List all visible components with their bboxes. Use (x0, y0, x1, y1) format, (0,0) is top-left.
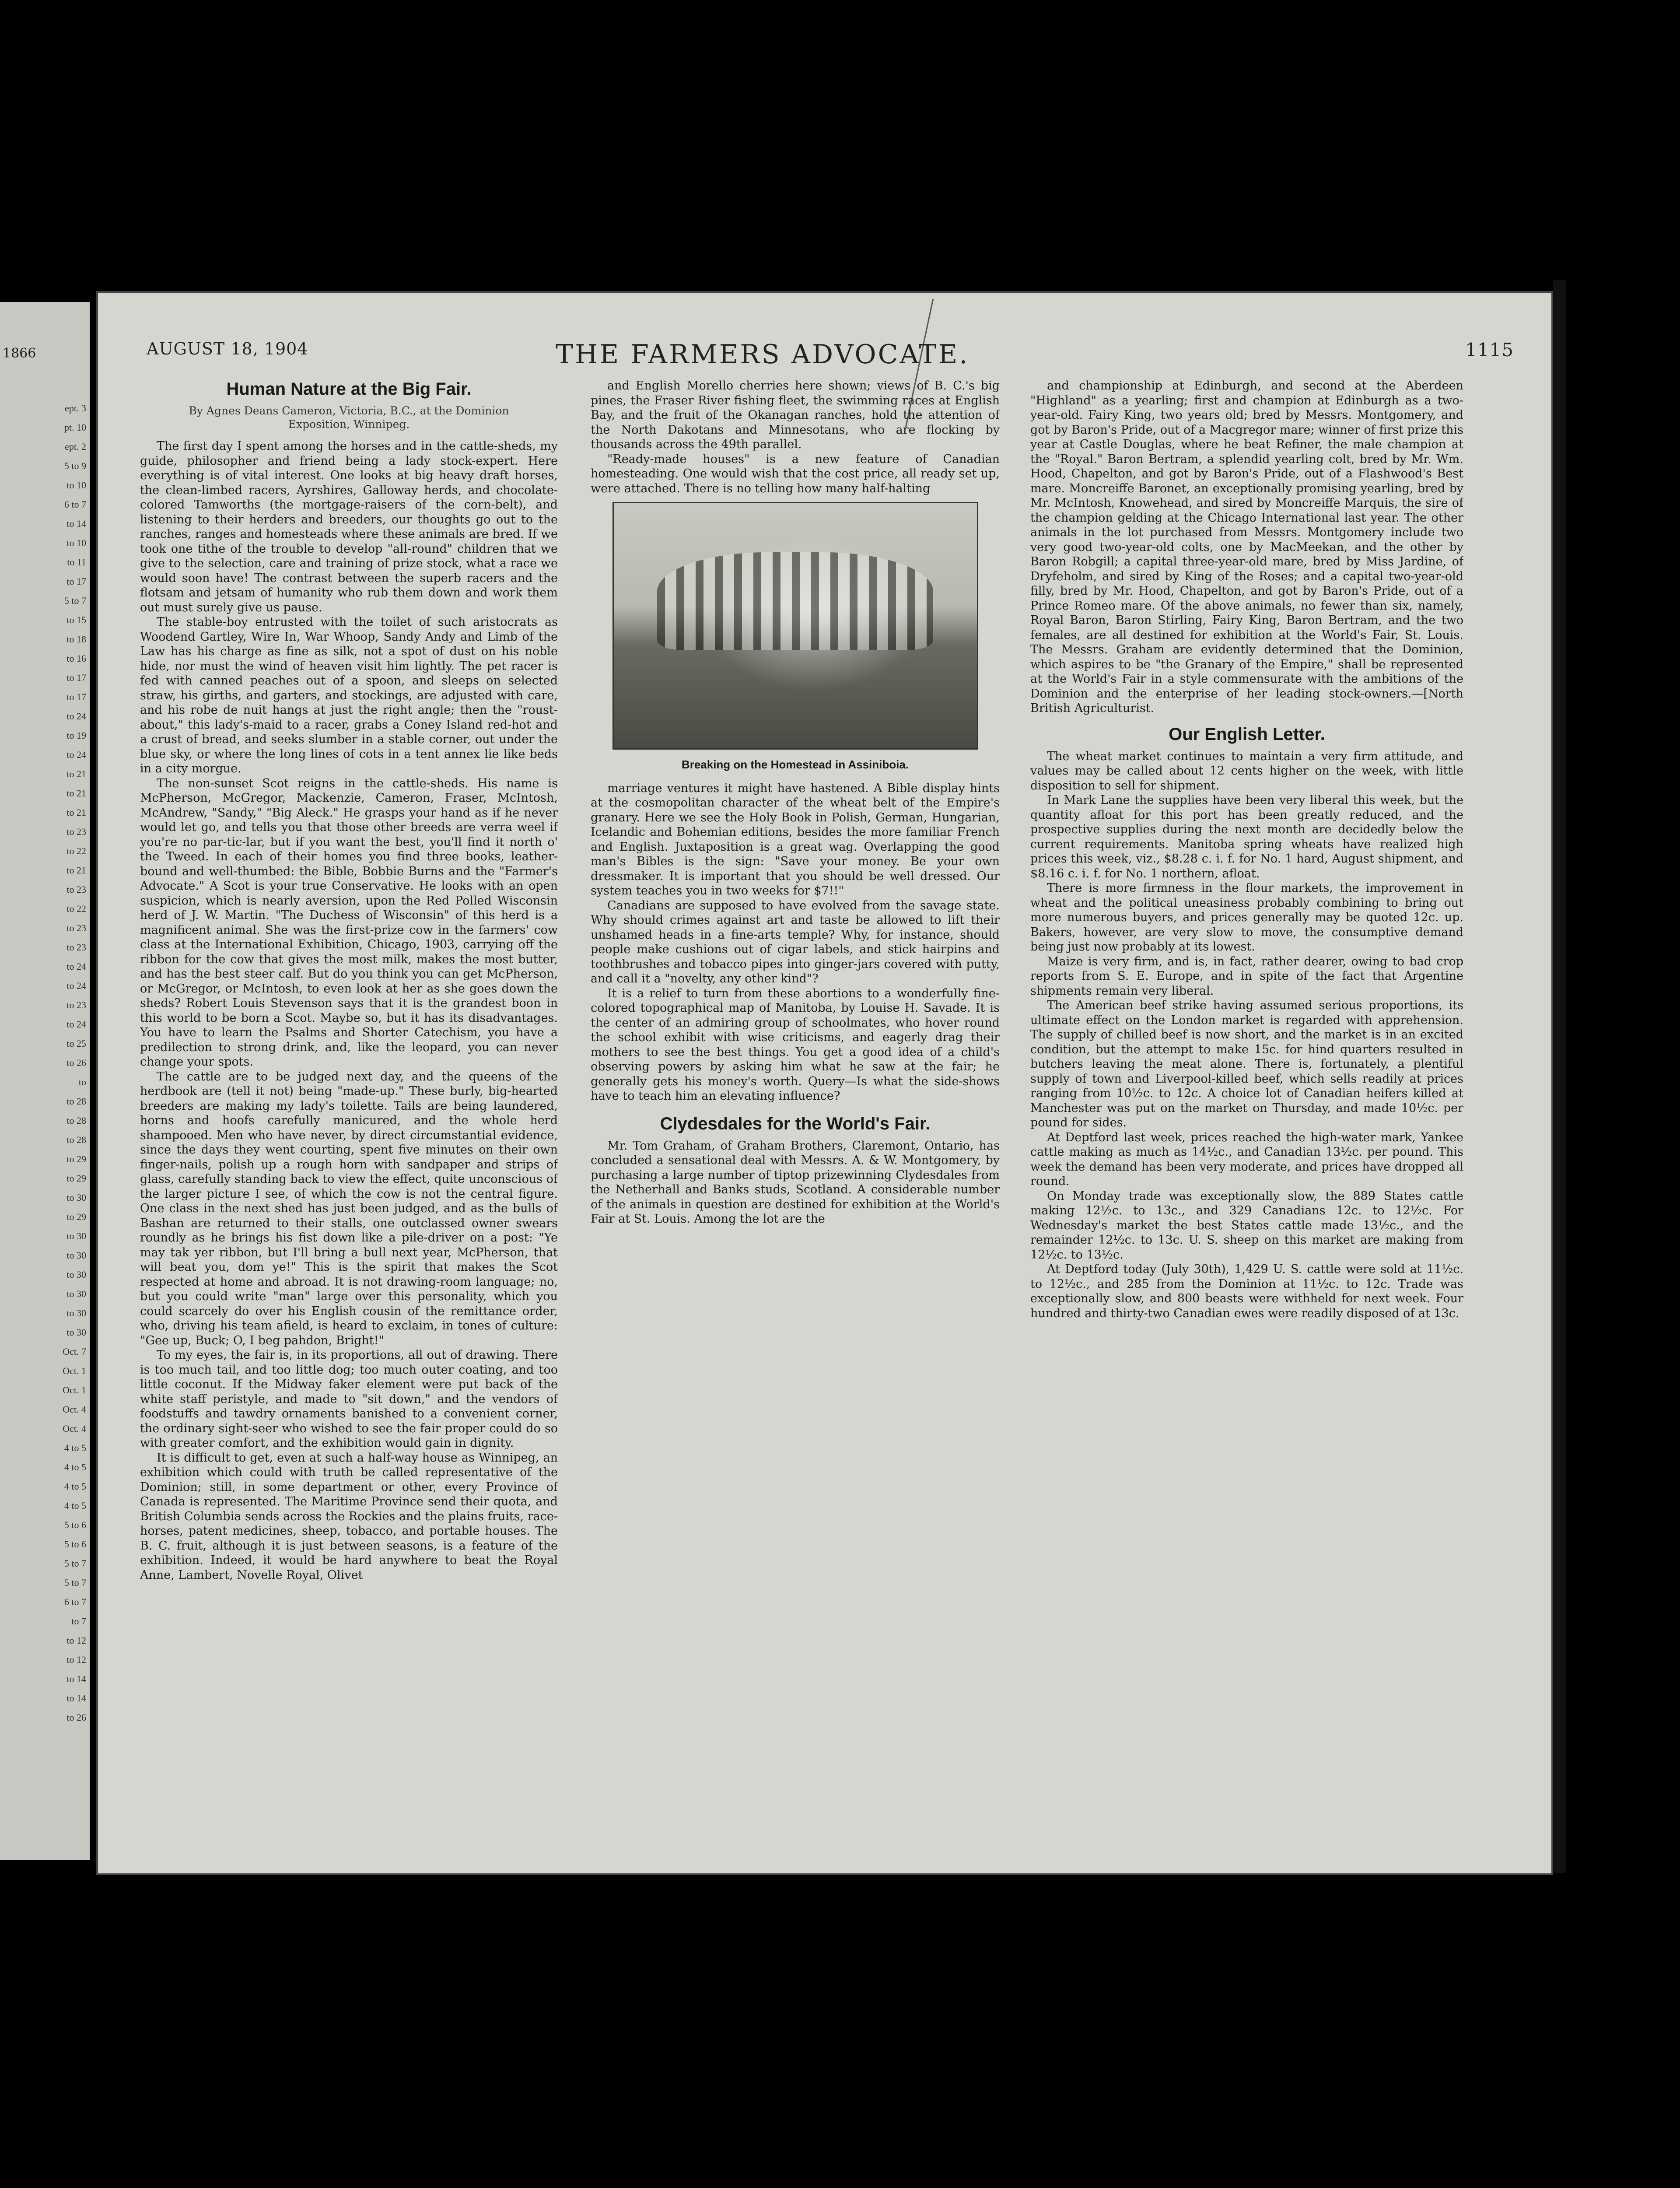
adjacent-page-line: 6 to 7 (64, 499, 86, 510)
paragraph: The stable-boy entrusted with the toilet of such aristocrats as Woodend Gartley, Wire In, War Whoop, Sandy Andy and Limb of the Law has his charge as fine as silk, not a spot of dust on his noble hide, nor must the wind of heaven visit him lightly. The pet racer is fed with canned peaches out of a spoon, and sleeps on selected straw, his girths, and garters, and stockings, are adjusted with care, and his robe de nuit hangs at just the right angle; then the "roust-about," this lady's-maid to a racer, grabs a Coney Island red-hot and a crust of bread, and seeks slumber in a stable corner, out under the blue sky, or where the long lines of cots in a tent annex lie like beds in a city morgue. (140, 615, 558, 775)
adjacent-page-line: to 17 (66, 691, 86, 702)
adjacent-page-line: to 29 (66, 1154, 86, 1164)
adjacent-page-line: to 12 (66, 1654, 86, 1665)
adjacent-page-line: to 19 (66, 730, 86, 741)
adjacent-page-line: 5 to 7 (64, 1577, 86, 1588)
column-text (1030, 379, 1463, 716)
film-border (0, 1886, 1680, 2188)
adjacent-page-line: 4 to 5 (64, 1462, 86, 1473)
adjacent-page-line: to 24 (66, 711, 86, 722)
article-body (140, 439, 558, 1582)
paragraph: and English Morello cherries here shown; views of B. C.'s big pines, the Fraser River fishing fleet, the swimming races at English Bay, and the fruit of the Okanagan ranches, hold the attention of the North Dakotans and Minnesotans, who are flocking by thousands across the 49th parallel. (591, 379, 1000, 451)
adjacent-page-line: 5 to 9 (64, 460, 86, 471)
paragraph: It is a relief to turn from these abortions to a wonderfully fine-colored topographical map of Manitoba, by Louise H. Savade. It is the center of an admiring group of schoolmates, who hover round the school exhibit with wise criticisms, and eagerly drag their mothers to see the best things. You get a good idea of a child's observing powers by asking him what he saw at the fair; he generally gets his money's worth. Query—Is what the side-shows have to teach him an elevating influence? (591, 986, 1000, 1103)
adjacent-page-line: 5 to 6 (64, 1539, 86, 1550)
paragraph: The first day I spent among the horses and in the cattle-sheds, my guide, philosopher and friend being a lady stock-expert. Here everything is of vital interest. One looks at big heavy draft horses, the clean-limbed racers, Ayrshires, Galloway herds, and chocolate-colored Tamworths (the mortgage-raisers of the corn-belt), and listening to their herders and breeders, our thoughts go out to the ranches, ranges and homesteads where these animals are bred. If we took one tithe of the trouble to develop "all-round" children that we give to the selection, care and training of prize stock, what a race we would soon have! The contrast between the superb racers and the flotsam and jetsam of humanity who rub them down and work them out must surely give us pause. (140, 439, 558, 614)
adjacent-page-line: to 17 (66, 576, 86, 587)
column-text (591, 379, 1000, 496)
adjacent-page-line: Oct. 1 (63, 1385, 86, 1396)
adjacent-page-line: 5 to 7 (64, 595, 86, 606)
article-title: Our English Letter. (1169, 724, 1325, 744)
adjacent-page-line: to 30 (66, 1192, 86, 1203)
adjacent-page-line: 4 to 5 (64, 1442, 86, 1453)
adjacent-page-line: to 23 (66, 826, 86, 837)
paragraph: and championship at Edinburgh, and second at the Aberdeen "Highland" as a yearling; first and champion at Edinburgh as a two-year-old. Fairy King, two years old; bred by Messrs. Montgomery, and got by Baron's Pride, out of a Macgregor mare; winner of first prize this year at Castle Douglas, where he beat Refiner, the male champion at the "Royal." Baron Bertram, a splendid yearling colt, bred by Mr. Wm. Hood, Chapelton, and got by Baron's Pride, out of a Flashwood's Best mare. Moncreiffe Baronet, an exceptionally promising yearling, bred by Mr. McIntosh, Knowehead, and sired by Moncreiffe Marquis, the sire of the champion gelding at the Chicago International last year. The other animals in the lot purchased from Messrs. Montgomery include two very good two-year-old colts, one by MacMeekan, and the other by Baron Robgill; a capital three-year-old mare, bred by Miss Jardine, of Dryfeholm, and sired by King of the Roses; and a capital two-year-old filly, bred by Mr. Hood, Chapelton, and got by Baron's Pride, out of a Prince Romeo mare. Of the above animals, no fewer than six, namely, Royal Baron, Baron Stirling, Fairy King, Baron Bertram, and the two females, are all destined for exhibition at the World's Fair, St. Louis. The Messrs. Graham are evidently determined that the Dominion, which aspires to be "the Granary of the Empire," shall be represented at the World's Fair in a style commensurate with the ambitions of the Dominion and the enterprise of her leading stock-owners.—[North British Agriculturist. (1030, 379, 1463, 715)
adjacent-page-line: to 30 (66, 1308, 86, 1318)
paragraph: Mr. Tom Graham, of Graham Brothers, Claremont, Ontario, has concluded a sensational deal with Messrs. A. & W. Montgomery, by purchasing a large number of tiptop prizewinning Clydesdales from the Netherhall and Banks studs, Scotland. A considerable number of the animals in question are destined for exhibition at the World's Fair at St. Louis. Among the lot are the (591, 1139, 1000, 1226)
adjacent-page-line: to 22 (66, 903, 86, 914)
adjacent-page-line: to 14 (66, 518, 86, 529)
article-body (591, 1139, 1000, 1227)
adjacent-page-fragment (0, 302, 90, 1860)
adjacent-page-line: to 12 (66, 1635, 86, 1646)
adjacent-page-line: to 28 (66, 1134, 86, 1145)
photo-breaking-homestead (612, 502, 978, 750)
article-title: Human Nature at the Big Fair. (226, 379, 472, 399)
adjacent-page-line: to 30 (66, 1250, 86, 1261)
paragraph: It is difficult to get, even at such a half-way house as Winnipeg, an exhibition which could with truth be called representative of the Dominion; still, in some department or other, every Province of Canada is represented. The Maritime Province send their quota, and British Columbia sends across the Rockies and the plains fruits, race-horses, patent medicines, sheep, tobacco, and portable houses. The B. C. fruit, although it is just between seasons, is a feature of the exhibition. Indeed, it would be hard anywhere to beat the Royal Anne, Lambert, Novelle Royal, Olivet (140, 1451, 558, 1582)
page-number: 1115 (1465, 339, 1514, 361)
adjacent-page-line: 5 to 6 (64, 1519, 86, 1530)
adjacent-page-number: 1866 (3, 346, 36, 361)
adjacent-page-line: to 23 (66, 922, 86, 933)
scan-margin (1553, 280, 1566, 1873)
article-body (1030, 749, 1463, 1321)
paragraph: "Ready-made houses" is a new feature of Canadian homesteading. One would wish that the cost price, all ready set up, were attached. There is no telling how many half-halting (591, 452, 1000, 495)
adjacent-page-line: to 21 (66, 768, 86, 779)
paragraph: The non-sunset Scot reigns in the cattle-sheds. His name is McPherson, McGregor, Mackenzie, Cameron, Fraser, McIntosh, McAndrew, "Sandy," "Big Aleck." He grasps your hand as if he never would let go, and tells you that those other breeds are verra weel if you're no par-tic-lar, but if you want the best, you'll find it north o' the Tweed. In each of their homes you find three books, leather-bound and well-thumbed: the Bible, Bobbie Burns and the "Farmer's Advocate." A Scot is your true Conservative. He looks with an open suspicion, which is nearly aversion, upon the Red Polled Wisconsin herd of J. W. Martin. "The Duchess of Wisconsin" of this herd is a magnificent animal. She was the first-prize cow in the farmers' cow class at the International Exhibition, Chicago, 1903, carrying off the ribbon for the cow that gives the most milk, makes the most butter, and has the best steer calf. But do you think you can get McPherson, or McGregor, or McIntosh, to even look at her as she goes down the sheds? Robert Louis Stevenson says that it is the grandest boon in this world to be born a Scot. Maybe so, but it has its disadvantages. You have to learn the Psalms and Shorter Catechism, you have a predilection to strong drink, and, like the leopard, you can never change your spots. (140, 776, 558, 1069)
adjacent-page-line: to 7 (71, 1616, 86, 1627)
paragraph: The cattle are to be judged next day, and the queens of the herdbook are (tell it not) being "made-up." These burly, big-hearted breeders are making my lady's toilette. Tails are being laundered, horns and hoofs carefully manicured, and the whole herd shampooed. Men who have never, by direct circumstantial evidence, since the days they went courting, spent five minutes on their own finger-nails, polish up a rough horn with sandpaper and strips of glass, carefully standing back to view the effect, quite unconscious of the larger picture I see, of which the cow is not the central figure. One class in the next shed has just been judged, and as the bulls of Bashan are returned to their stalls, one outclassed owner swears roundly as he brings his fist down like a pile-driver on a post: "Ye may tak yer ribbon, but I'll bring a bull next year, McPherson, that will beat you, dom ye!" This is the spirit that makes the Scot respected at home and abroad. It is not drawing-room language; no, but you could write "man" large over this personality, which you could scarcely do over his English cousin of the remittance order, who, driving his team afield, is heard to exclaim, in tones of culture: "Gee up, Buck; O, I beg pahdon, Bright!" (140, 1069, 558, 1347)
adjacent-page-line: to 23 (66, 999, 86, 1010)
adjacent-page-line: to 26 (66, 1712, 86, 1723)
paragraph: On Monday trade was exceptionally slow, the 889 States cattle making 12½c. to 13c., and 329 Canadians 12c. to 12½c. For Wednesday's market the best States cattle made 13½c., and the remainder 12½c. to 13c. U. S. sheep on this market are making from 12½c. to 13½c. (1030, 1189, 1463, 1262)
adjacent-page-line: to 30 (66, 1327, 86, 1338)
adjacent-page-line: ept. 3 (65, 403, 86, 414)
paragraph: In Mark Lane the supplies have been very liberal this week, but the quantity afloat for this port has been greatly reduced, and the prospective supplies during the next month are decidedly below the current requirements. Manitoba spring wheats have realized high prices this week, viz., $8.28 c. i. f. for No. 1 hard, August shipment, and $8.16 c. i. f. for No. 1 northern, afloat. (1030, 793, 1463, 880)
adjacent-page-line: pt. 10 (64, 422, 86, 433)
paragraph: The wheat market continues to maintain a very firm attitude, and values may be called about 12 cents higher on the week, with little disposition to sell for shipment. (1030, 749, 1463, 792)
column-3 (1030, 379, 1463, 1831)
adjacent-page-line: to 21 (66, 865, 86, 876)
masthead-title: THE FARMERS ADVOCATE. (556, 339, 970, 370)
paragraph: The American beef strike having assumed serious proportions, its ultimate effect on the London market is regarded with apprehension. The supply of chilled beef is now short, and the market is in an excited condition, but the attempt to make 15c. for hind quarters resulted in butchers leaving the meat alone. There is, fortunately, a plentiful supply of town and Liverpool-killed beef, which sells readily at prices ranging from 10½c. to 12c. A choice lot of Canadian heifers killed at Manchester was put on the market on Thursday, and made 10½c. per pound for sides. (1030, 999, 1463, 1129)
adjacent-page-line: to 24 (66, 1019, 86, 1030)
adjacent-page-line: 6 to 7 (64, 1596, 86, 1607)
paragraph: At Deptford last week, prices reached the high-water mark, Yankee cattle making as much as 14½c., and Canadian 13½c. per pound. This week the demand has been very moderate, and prices have dropped all round. (1030, 1130, 1463, 1188)
column-text (591, 781, 1000, 1104)
adjacent-page-line: ept. 2 (65, 441, 86, 452)
adjacent-page-line: to 10 (66, 537, 86, 548)
paragraph: There is more firmness in the flour markets, the improvement in wheat and the political uneasiness probably combining to bring out more numerous buyers, and prices generally may be quoted 12c. up. Bakers, however, are very slow to move, the consumptive demand being just now probably at its lowest. (1030, 881, 1463, 954)
column-1 (140, 379, 558, 1831)
adjacent-page-line: Oct. 4 (63, 1423, 86, 1434)
adjacent-page-line: to 30 (66, 1231, 86, 1241)
column-2 (591, 379, 1000, 1831)
paragraph: To my eyes, the fair is, in its proportions, all out of drawing. There is too much tail, and too little dog; too much outer coating, and too little coconut. If the Midway faker element were put back of the white staff peristyle, and made to "sit down," and the vendors of foodstuffs and tawdry ornaments banished to a convenient corner, the ordinary sight-seer who wished to see the fair proper could do so with greater comfort, and the exhibition would gain in dignity. (140, 1348, 558, 1450)
adjacent-page-line: to 24 (66, 980, 86, 991)
horse-teams-image (657, 552, 933, 650)
article-title: Clydesdales for the World's Fair. (660, 1114, 931, 1133)
adjacent-page-line: Oct. 7 (63, 1346, 86, 1357)
page-date: AUGUST 18, 1904 (147, 339, 308, 358)
adjacent-page-line: to 30 (66, 1269, 86, 1280)
adjacent-page-line: to 23 (66, 942, 86, 953)
photo-figure (591, 502, 1000, 772)
paragraph: marriage ventures it might have hastened. A Bible display hints at the cosmopolitan character of the wheat belt of the Empire's granary. Here we see the Holy Book in Polish, German, Hungarian, Icelandic and Bohemian editions, besides the more familiar French and English. Juxtaposition is a great wag. Overlapping the good man's Bibles is the sign: "Save your money. Be your own dressmaker. It is important that you should be well dressed. Our system teaches you in two weeks for $7!!" (591, 781, 1000, 898)
adjacent-page-line: to 10 (66, 480, 86, 491)
paragraph: At Deptford today (July 30th), 1,429 U. S. cattle were sold at 11½c. to 12½c., and 285 from the Dominion at 11½c. to 12c. Trade was exceptionally slow, and 800 beasts were withheld for next week. Four hundred and thirty-two Canadian ewes were readily disposed of at 13c. (1030, 1262, 1463, 1320)
adjacent-page-line: to 21 (66, 807, 86, 818)
adjacent-page-line: to 14 (66, 1693, 86, 1704)
adjacent-page-line: to 24 (66, 961, 86, 972)
adjacent-page-line: to 26 (66, 1057, 86, 1068)
adjacent-page-line: to (78, 1076, 86, 1087)
adjacent-page-line: to 11 (67, 557, 86, 568)
adjacent-page-line: to 14 (66, 1673, 86, 1684)
adjacent-page-line: Oct. 1 (63, 1365, 86, 1376)
adjacent-page-line: to 18 (66, 634, 86, 645)
adjacent-page-line: Oct. 4 (63, 1404, 86, 1415)
adjacent-page-line: to 21 (66, 788, 86, 799)
adjacent-page-line: to 22 (66, 845, 86, 856)
photo-caption: Breaking on the Homestead in Assiniboia. (681, 758, 909, 771)
paragraph: Canadians are supposed to have evolved from the savage state. Why should crimes against art and taste be allowed to lift their unshamed heads in a fine-arts temple? Why, for instance, should people make cushions out of cigar labels, and stick hairpins and toothbrushes and tobacco pipes into ginger-jars covered with putty, and call it a "novelty, any other kind"? (591, 898, 1000, 985)
adjacent-page-line: 4 to 5 (64, 1500, 86, 1511)
adjacent-page-line: to 23 (66, 884, 86, 895)
adjacent-page-line: to 16 (66, 653, 86, 664)
adjacent-page-line: to 29 (66, 1211, 86, 1222)
adjacent-page-line: to 29 (66, 1173, 86, 1184)
adjacent-page-line: to 28 (66, 1115, 86, 1126)
adjacent-page-line: to 24 (66, 749, 86, 760)
adjacent-page-line: to 30 (66, 1288, 86, 1299)
newspaper-page (96, 291, 1553, 1875)
paragraph: Maize is very firm, and is, in fact, rather dearer, owing to bad crop reports from S. E. Europe, and in spite of the fact that Argentine shipments remain very liberal. (1030, 954, 1463, 998)
adjacent-page-line: to 28 (66, 1096, 86, 1107)
adjacent-page-line: 4 to 5 (64, 1481, 86, 1492)
adjacent-page-line: 5 to 7 (64, 1558, 86, 1569)
adjacent-page-line: to 17 (66, 672, 86, 683)
adjacent-page-line: to 15 (66, 614, 86, 625)
article-byline: By Agnes Deans Cameron, Victoria, B.C., at the Dominion Exposition, Winnipeg. (189, 404, 509, 431)
adjacent-page-line: to 25 (66, 1038, 86, 1049)
